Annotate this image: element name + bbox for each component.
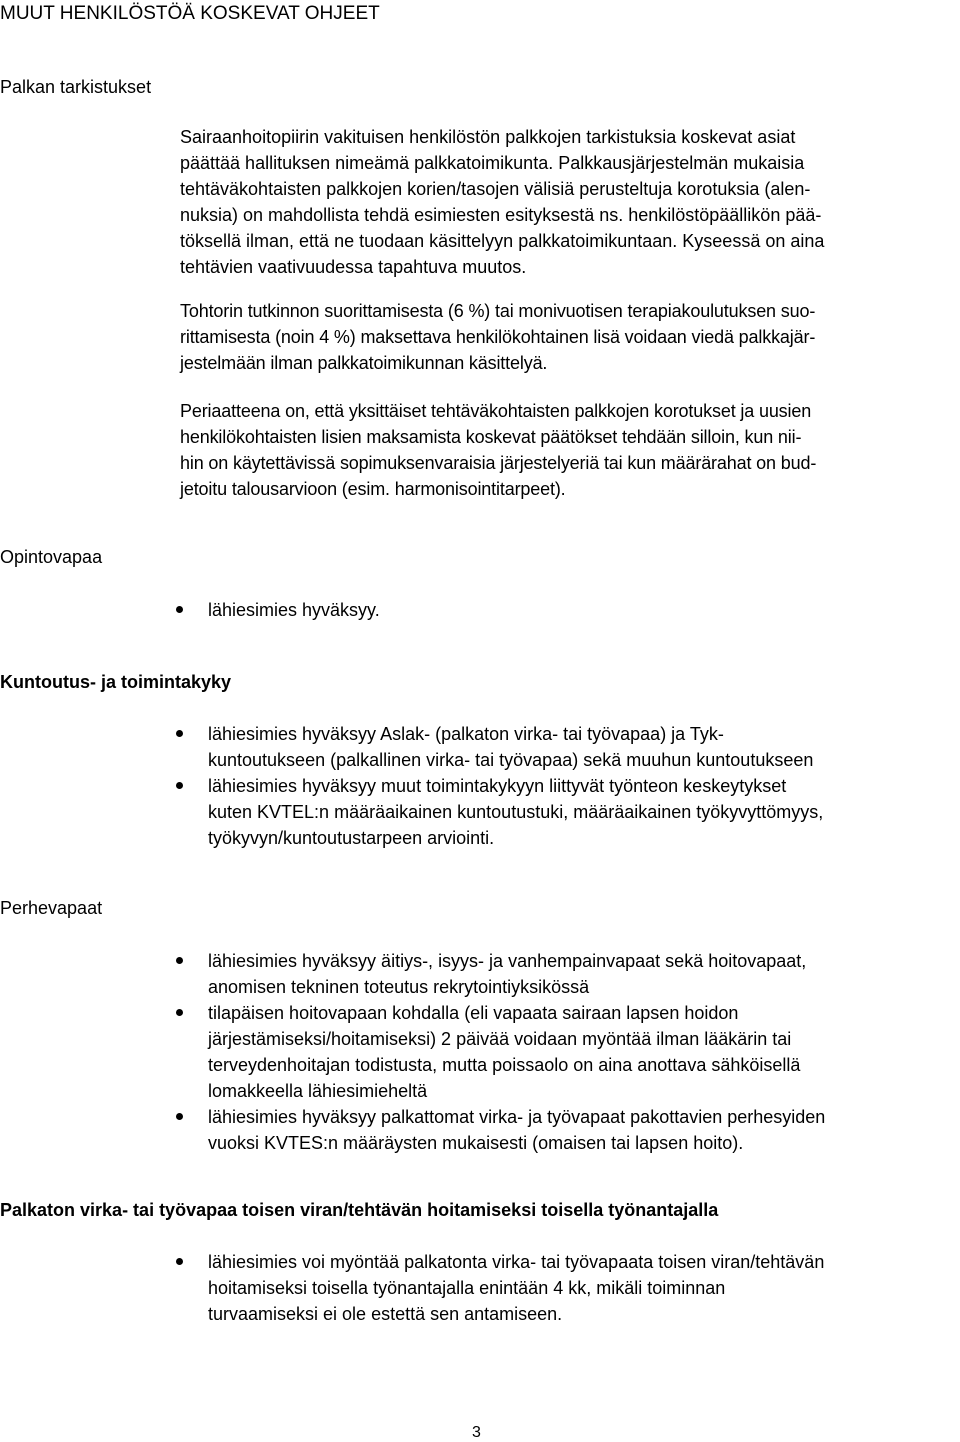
list-item-line: järjestämiseksi/hoitamiseksi) 2 päivää voidaan myöntää ilman lääkärin tai — [208, 1029, 792, 1049]
list-item — [0, 597, 960, 623]
list-item-line: terveydenhoitajan todistusta, mutta poissaolo on aina anottava sähköisellä — [208, 1055, 801, 1075]
list-item-line: vuoksi KVTES:n määräysten mukaisesti (omaisen tai lapsen hoito). — [208, 1133, 744, 1153]
list-item-line: lähiesimies hyväksyy muut toimintakykyyn liittyvät työnteon keskeytykset — [208, 776, 787, 796]
list-item-line: lähiesimies hyväksyy palkattomat virka- ja työvapaat pakottavien perhesyiden — [208, 1107, 826, 1127]
list-item-line: anomisen tekninen toteutus rekrytointiyksikössä — [208, 977, 590, 997]
list-item — [0, 773, 960, 851]
section-heading-kuntoutus: Kuntoutus- ja toimintakyky — [0, 672, 232, 692]
paragraph-line: Sairaanhoitopiirin vakituisen henkilöstön palkkojen tarkistuksia koskevat asiat — [180, 127, 796, 147]
document-title: MUUT HENKILÖSTÖÄ KOSKEVAT OHJEET — [0, 3, 380, 24]
paragraph-line: nuksia) on mahdollista tehdä esimiesten esityksestä ns. henkilöstöpäällikön pää- — [180, 205, 822, 225]
list-item — [0, 1104, 960, 1156]
list-item-line: tilapäisen hoitovapaan kohdalla (eli vapaata sairaan lapsen hoidon — [208, 1003, 739, 1023]
paragraph-line: jestelmään ilman palkkatoimikunnan käsittelyä. — [180, 353, 548, 373]
paragraph-line: hin on käytettävissä sopimuksenvaraisia järjestelyeriä tai kun määrärahat on bud- — [180, 453, 817, 473]
bullet-icon — [176, 1009, 183, 1016]
paragraph-line: Tohtorin tutkinnon suorittamisesta (6 %) tai monivuotisen terapiakoulutuksen suo- — [180, 301, 816, 321]
bullet-icon — [176, 1258, 183, 1265]
paragraph-line: töksellä ilman, että ne tuodaan käsittelyyn palkkatoimikuntaan. Kyseessä on aina — [180, 231, 825, 251]
paragraph-line: rittamisesta (noin 4 %) maksettava henkilökohtainen lisä voidaan viedä palkkajär- — [180, 327, 816, 347]
section-heading-palkaton-vapaa: Palkaton virka- tai työvapaa toisen viran/tehtävän hoitamiseksi toisella työnantajalla — [0, 1200, 719, 1220]
list-item-line: lähiesimies hyväksyy Aslak- (palkaton virka- tai työvapaa) ja Tyk- — [208, 724, 724, 744]
list-item-line: kuten KVTEL:n määräaikainen kuntoutustuki, määräaikainen työkyvyttömyys, — [208, 802, 824, 822]
paragraph-line: päättää hallituksen nimeämä palkkatoimikunta. Palkkausjärjestelmän mukaisia — [180, 153, 805, 173]
bullet-icon — [176, 730, 183, 737]
list-item-line: lähiesimies hyväksyy äitiys-, isyys- ja vanhempainvapaat sekä hoitovapaat, — [208, 951, 807, 971]
bullet-icon — [176, 1113, 183, 1120]
section-heading-palkan-tarkistukset: Palkan tarkistukset — [0, 77, 152, 97]
list-item-line: hoitamiseksi toisella työnantajalla enintään 4 kk, mikäli toiminnan — [208, 1278, 726, 1298]
bullet-icon — [176, 957, 183, 964]
list-item — [0, 1249, 960, 1327]
paragraph-line: Periaatteena on, että yksittäiset tehtäväkohtaisten palkkojen korotukset ja uusien — [180, 401, 812, 421]
section-heading-opintovapaa: Opintovapaa — [0, 547, 103, 567]
list-item — [0, 948, 960, 1000]
bullet-list-opintovapaa — [0, 597, 960, 623]
paragraph-line: jetoitu talousarvioon (esim. harmonisointitarpeet). — [180, 479, 566, 499]
list-item-line: työkyvyn/kuntoutustarpeen arviointi. — [208, 828, 495, 848]
paragraph-line: tehtäväkohtaisten palkkojen korien/tasojen välisiä perusteltuja korotuksia (alen- — [180, 179, 811, 199]
bullet-list-palkaton-vapaa — [0, 1249, 960, 1327]
paragraph-palkka-2 — [180, 298, 955, 376]
bullet-list-kuntoutus — [0, 721, 960, 851]
bullet-icon — [176, 606, 183, 613]
bullet-list-perhevapaat — [0, 948, 960, 1156]
list-item-line: kuntoutukseen (palkallinen virka- tai työvapaa) sekä muuhun kuntoutukseen — [208, 750, 814, 770]
paragraph-palkka-3 — [180, 398, 955, 502]
paragraph-palkka-1 — [180, 124, 955, 280]
list-item — [0, 1000, 960, 1104]
bullet-icon — [176, 782, 183, 789]
section-heading-perhevapaat: Perhevapaat — [0, 898, 103, 918]
list-item-line: lomakkeella lähiesimieheltä — [208, 1081, 428, 1101]
list-item — [0, 721, 960, 773]
list-item-line: lähiesimies hyväksyy. — [208, 600, 380, 620]
list-item-line: turvaamiseksi ei ole estettä sen antamiseen. — [208, 1304, 563, 1324]
page-number: 3 — [472, 1424, 481, 1441]
paragraph-line: henkilökohtaisten lisien maksamista koskevat päätökset tehdään silloin, kun nii- — [180, 427, 802, 447]
list-item-line: lähiesimies voi myöntää palkatonta virka- tai työvapaata toisen viran/tehtävän — [208, 1252, 825, 1272]
paragraph-line: tehtävien vaativuudessa tapahtuva muutos. — [180, 257, 527, 277]
